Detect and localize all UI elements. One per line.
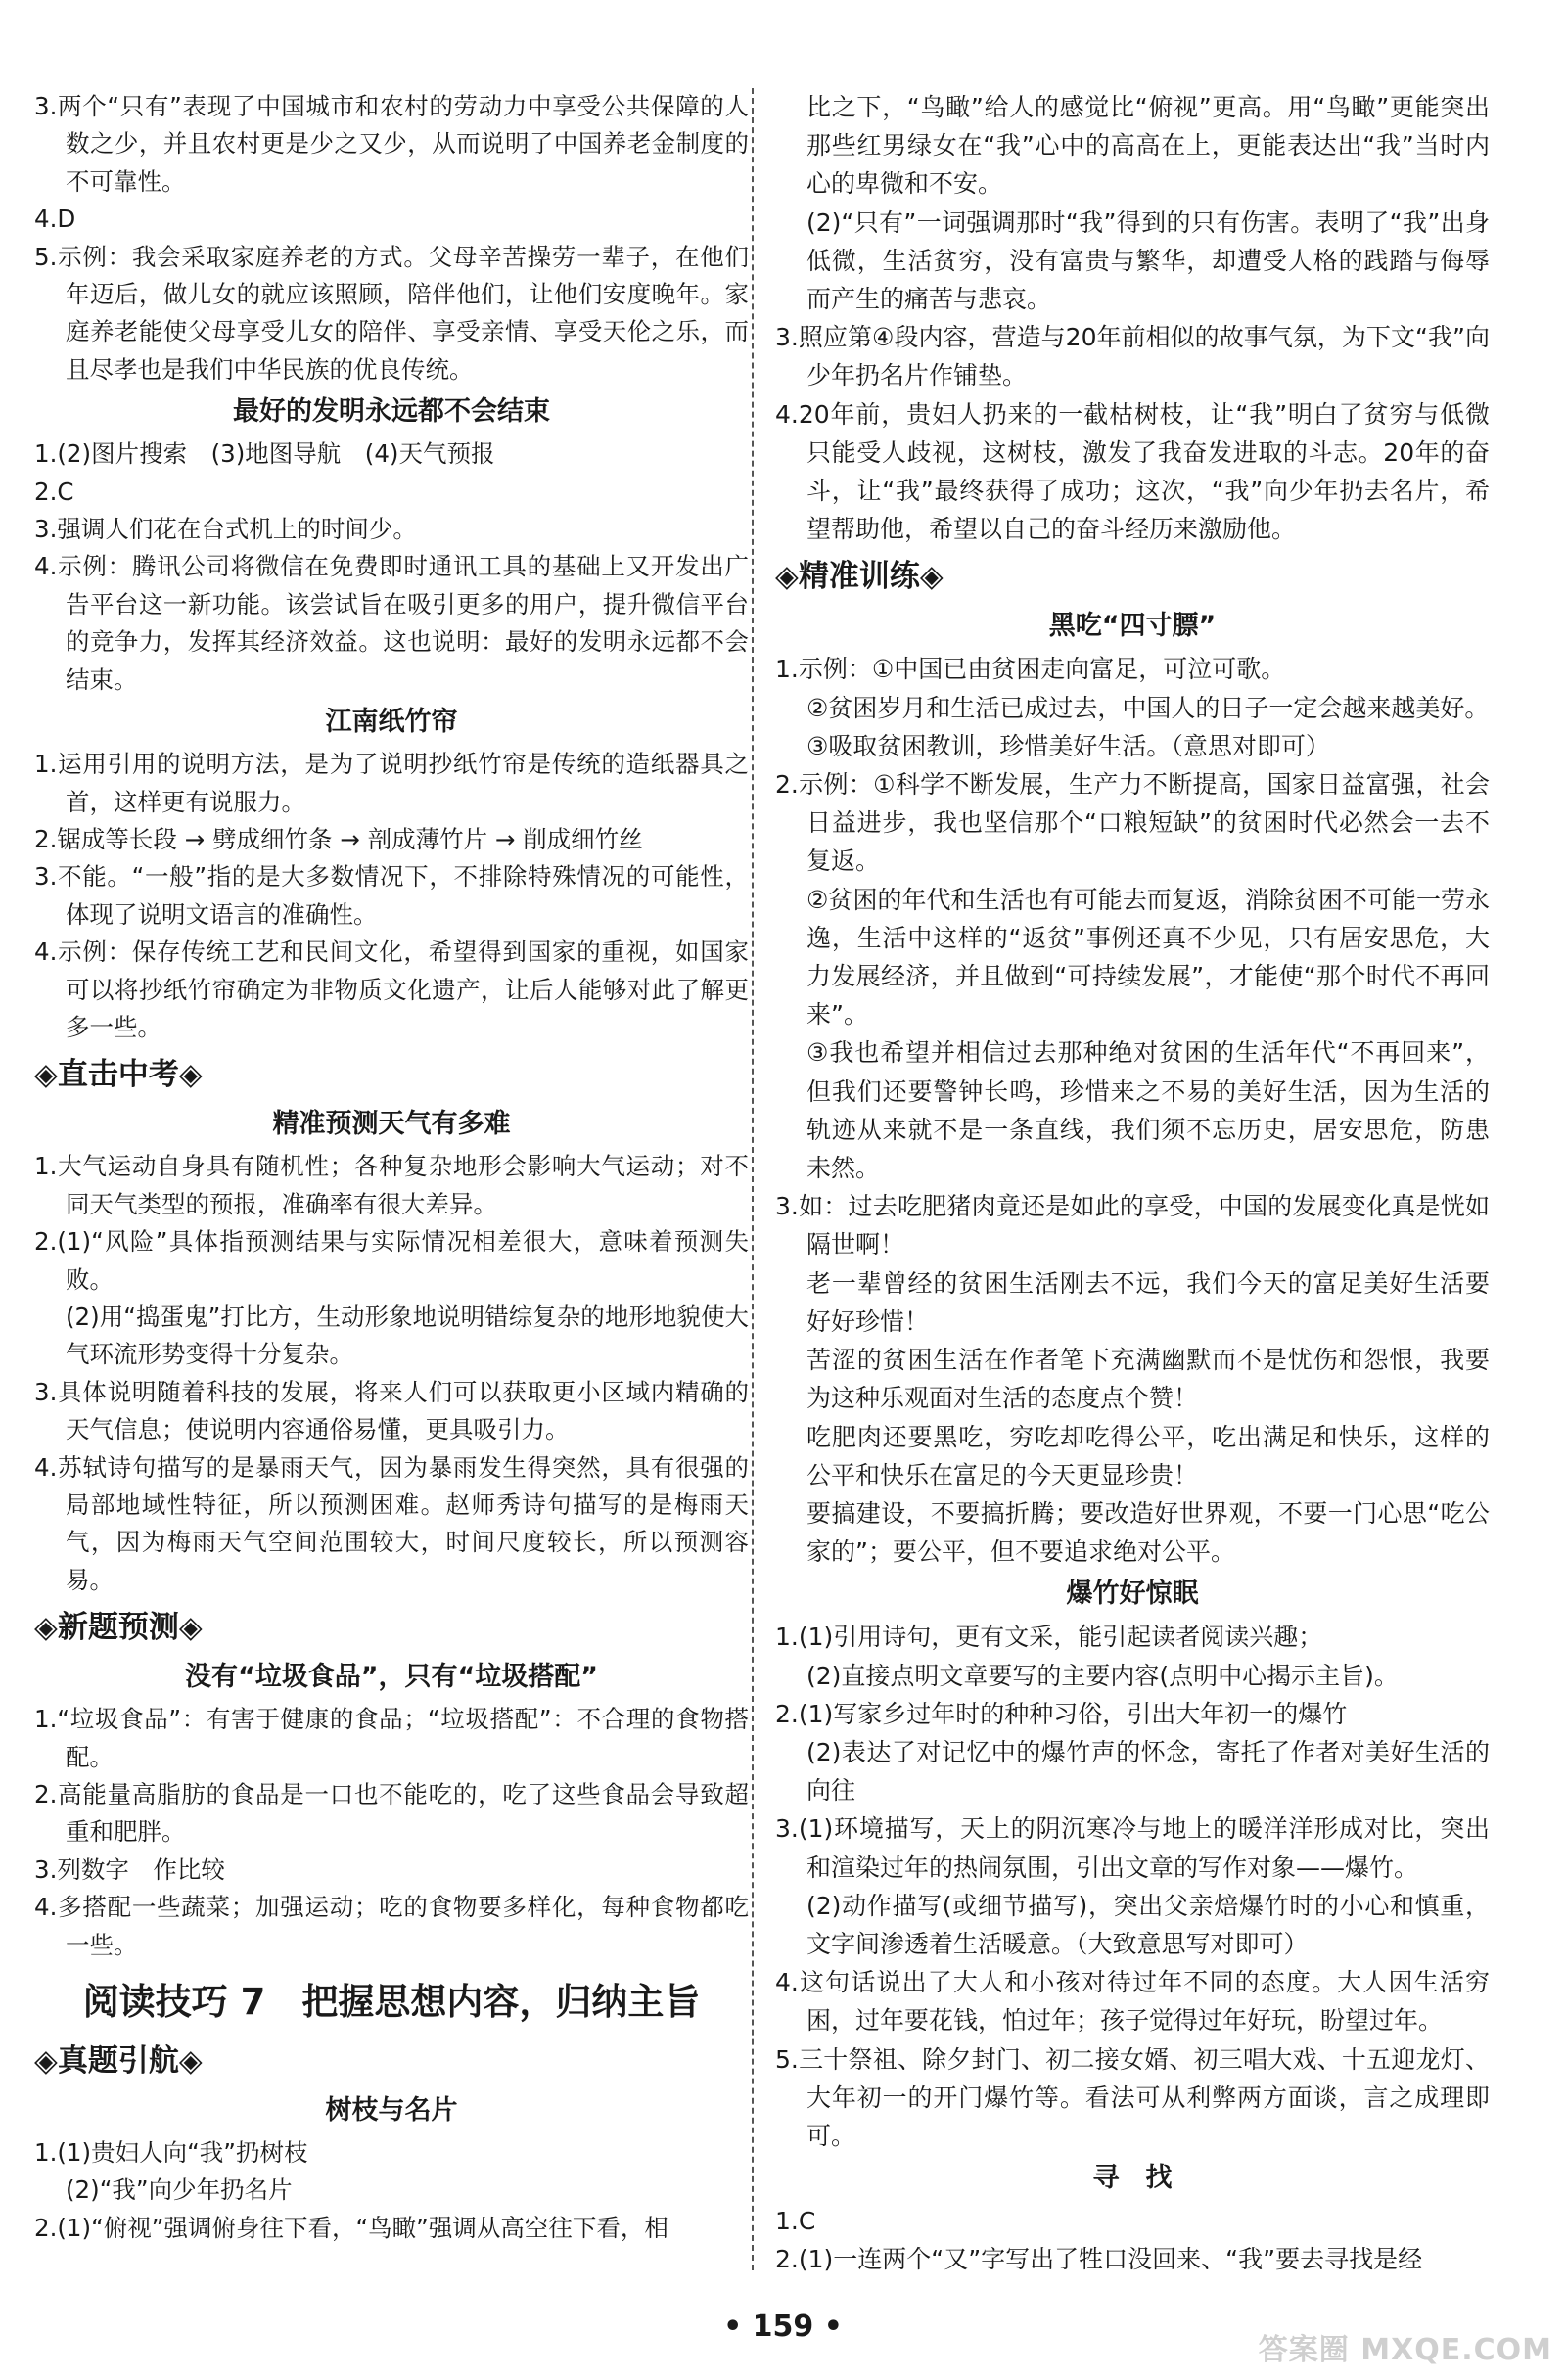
- answer-item: (2)动作描写(或细节描写)，突出父亲焙爆竹时的小心和慎重，文字间渗透着生活暖意。（大致意思写对即可）: [806, 1891, 1490, 1958]
- answer-item: (2)“只有”一词强调那时“我”得到的只有伤害。表明了“我”出身低微，生活贫穷，没有富贵与繁华，却遭受人格的践踏与侮辱而产生的痛苦与悲哀。: [806, 207, 1490, 314]
- answer-item: 3.如：过去吃肥猪肉竟还是如此的享受，中国的发展变化真是恍如隔世啊！: [775, 1192, 1490, 1259]
- answer-item: 4.苏轼诗句描写的是暴雨天气，因为暴雨发生得突然，具有很强的局部地域性特征，所以预测困难。赵师秀诗句描写的是梅雨天气，因为梅雨天气空间范围较大，时间尺度较长，所以预测容易。: [34, 1452, 749, 1594]
- answer-item: 4.示例：腾讯公司将微信在免费即时通讯工具的基础上又开发出广告平台这一新功能。该尝试旨在吸引更多的用户，提升微信平台的竞争力，发挥其经济效益。这也说明：最好的发明永远都不会结束。: [34, 552, 749, 694]
- answer-item: 老一辈曾经的贫困生活刚去不远，我们今天的富足美好生活要好好珍惜！: [806, 1268, 1490, 1336]
- answer-item: 4.示例：保存传统工艺和民间文化，希望得到国家的重视，如国家可以将抄纸竹帘确定为非物质文化遗产，让后人能够对此了解更多一些。: [34, 938, 749, 1041]
- section-heading: ◈直击中考◈: [34, 1057, 203, 1093]
- answer-item: 3.强调人们花在台式机上的时间少。: [34, 515, 417, 544]
- answer-item: 3.两个“只有”表现了中国城市和农村的劳动力中享受公共保障的人数之少，并且农村更是少之又少，从而说明了中国养老金制度的不可靠性。: [34, 92, 749, 196]
- answer-item: 2.C: [34, 477, 74, 506]
- answer-item: 2.(1)“俯视”强调俯身往下看，“鸟瞰”强调从高空往下看，相: [34, 2213, 668, 2242]
- answer-item: 4.D: [34, 205, 76, 234]
- answer-item: 2.锯成等长段 → 劈成细竹条 → 剖成薄竹片 → 削成细竹丝: [34, 824, 643, 853]
- answer-item: 吃肥肉还要黑吃，穷吃却吃得公平，吃出满足和快乐，这样的公平和快乐在富足的今天更显珍贵！: [806, 1422, 1490, 1489]
- article-title: 黑吃“四寸膘”: [1048, 611, 1217, 642]
- section-heading: ◈精准训练◈: [775, 559, 944, 595]
- answer-item: 4.20年前，贵妇人扔来的一截枯树枝，让“我”明白了贫穷与低微只能受人歧视，这树枝，激发了我奋发进取的斗志。20年的奋斗，让“我”最终获得了成功；这次，“我”向少年扔去名片，希望帮助他，希望以自己的奋斗经历来激励他。: [775, 399, 1490, 544]
- article-title: 江南纸竹帘: [325, 707, 458, 738]
- article-title: 爆竹好惊眠: [1066, 1579, 1199, 1610]
- answer-item: 1.大气运动自身具有随机性；各种复杂地形会影响大气运动；对不同天气类型的预报，准确率有很大差异。: [34, 1152, 749, 1218]
- answer-item: ③我也希望并相信过去那种绝对贫困的生活年代“不再回来”，但我们还要警钟长鸣，珍惜来之不易的美好生活，因为生活的轨迹从来就不是一条直线，我们须不忘历史，居安思危，防患未然。: [806, 1038, 1490, 1183]
- answer-item: ②贫困的年代和生活也有可能去而复返，消除贫困不可能一劳永逸，生活中这样的“返贫”事例还真不少见，只有居安思危，大力发展经济，并且做到“可持续发展”，才能使“那个时代不再回来”。: [806, 885, 1490, 1030]
- page-number: • 159 •: [723, 2310, 843, 2344]
- answer-item: (2)表达了对记忆中的爆竹声的怀念，寄托了作者对美好生活的向往: [806, 1737, 1490, 1806]
- answer-item: 1.运用引用的说明方法，是为了说明抄纸竹帘是传统的造纸器具之首，这样更有说服力。: [34, 750, 749, 816]
- answer-item: 5.示例：我会采取家庭养老的方式。父母辛苦操劳一辈子，在他们年迈后，做儿女的就应该照顾，陪伴他们，让他们安度晚年。家庭养老能使父母享受儿女的陪伴、享受亲情、享受天伦之乐，而且尽孝也是我们中华民族的优良传统。: [34, 242, 749, 384]
- answer-item: 1.(2)图片搜索 (3)地图导航 (4)天气预报: [34, 439, 495, 469]
- answer-item: 1.(1)引用诗句，更有文采，能引起读者阅读兴趣；: [775, 1623, 1323, 1652]
- answer-item: (2)“我”向少年扔名片: [66, 2175, 293, 2205]
- answer-item: 3.不能。“一般”指的是大多数情况下，不排除特殊情况的可能性，体现了说明文语言的准确性。: [34, 862, 749, 929]
- answer-item: 2.示例：①科学不断发展，生产力不断提高，国家日益富强，社会日益进步，我也坚信那个“口粮短缺”的贫困时代必然会一去不复返。: [775, 770, 1490, 876]
- answer-item: 2.(1)写家乡过年时的种种习俗，引出大年初一的爆竹: [775, 1699, 1348, 1728]
- answer-item: 4.这句话说出了大人和小孩对待过年不同的态度。大人因生活穷困，过年要花钱，怕过年；孩子觉得过年好玩，盼望过年。: [775, 1968, 1490, 2036]
- answer-item: ②贫困岁月和生活已成过去，中国人的日子一定会越来越美好。: [806, 693, 1490, 722]
- answer-item: 比之下，“鸟瞰”给人的感觉比“俯视”更高。用“鸟瞰”更能突出那些红男绿女在“我”心中的高高在上，更能表达出“我”当时内心的卑微和不安。: [806, 93, 1490, 199]
- column-divider: [752, 88, 754, 2270]
- watermark-logo: 答案圈 MXQE.COM: [1258, 2333, 1552, 2367]
- article-title: 最好的发明永远都不会结束: [233, 396, 550, 428]
- article-title: 精准预测天气有多难: [272, 1109, 511, 1140]
- article-title: 树枝与名片: [325, 2095, 458, 2127]
- answer-item: ③吸取贫困教训，珍惜美好生活。（意思对即可）: [806, 731, 1330, 760]
- answer-item: 1.(1)贵妇人向“我”扔树枝: [34, 2138, 308, 2168]
- skill-title: 阅读技巧 7 把握思想内容，归纳主旨: [82, 1981, 701, 2024]
- answer-item: 苦涩的贫困生活在作者笔下充满幽默而不是忧伤和怨恨，我要为这种乐观面对生活的态度点个赞！: [806, 1346, 1490, 1413]
- answer-item: 要搞建设，不要搞折腾；要改造好世界观，不要一门心思“吃公家的”；要公平，但不要追求绝对公平。: [806, 1498, 1490, 1567]
- answer-item: 1.示例：①中国已由贫困走向富足，可泣可歌。: [775, 655, 1286, 684]
- answer-item: 2.(1)一连两个“又”字写出了牲口没回来、“我”要去寻找是经: [775, 2245, 1423, 2274]
- answer-item: 3.照应第④段内容，营造与20年前相似的故事气氛，为下文“我”向少年扔名片作铺垫。: [775, 323, 1490, 390]
- answer-item: 3.(1)环境描写，天上的阴沉寒冷与地上的暖洋洋形成对比，突出和渲染过年的热闹氛围，引出文章的写作对象——爆竹。: [775, 1814, 1490, 1882]
- answer-item: 1.C: [775, 2207, 816, 2236]
- answer-item: 5.三十祭祖、除夕封门、初二接女婿、初三唱大戏、十五迎龙灯、大年初一的开门爆竹等。看法可从利弊两方面谈，言之成理即可。: [775, 2044, 1490, 2150]
- answer-item: 3.具体说明随着科技的发展，将来人们可以获取更小区域内精确的天气信息；使说明内容通俗易懂，更具吸引力。: [34, 1377, 749, 1444]
- article-title: 没有“垃圾食品”，只有“垃圾搭配”: [185, 1662, 598, 1693]
- left-column: [34, 88, 749, 2247]
- right-column: [775, 88, 1490, 2279]
- section-heading: ◈真题引航◈: [34, 2043, 203, 2080]
- answer-item: 1.“垃圾食品”：有害于健康的食品；“垃圾搭配”：不合理的食物搭配。: [34, 1705, 749, 1771]
- answer-item: 3.列数字 作比较: [34, 1854, 225, 1884]
- answer-item: (2)直接点明文章要写的主要内容(点明中心揭示主旨)。: [806, 1661, 1399, 1690]
- article-title: 寻 找: [1092, 2163, 1173, 2194]
- answer-item: 2.高能量高脂肪的食品是一口也不能吃的，吃了这些食品会导致超重和肥胖。: [34, 1780, 749, 1847]
- section-heading: ◈新题预测◈: [34, 1610, 203, 1646]
- answer-item: 2.(1)“风险”具体指预测结果与实际情况相差很大，意味着预测失败。: [34, 1227, 749, 1294]
- answer-item: (2)用“捣蛋鬼”打比方，生动形象地说明错综复杂的地形地貌使大气环流形势变得十分复杂。: [66, 1302, 749, 1369]
- answer-item: 4.多搭配一些蔬菜；加强运动；吃的食物要多样化，每种食物都吃一些。: [34, 1893, 749, 1959]
